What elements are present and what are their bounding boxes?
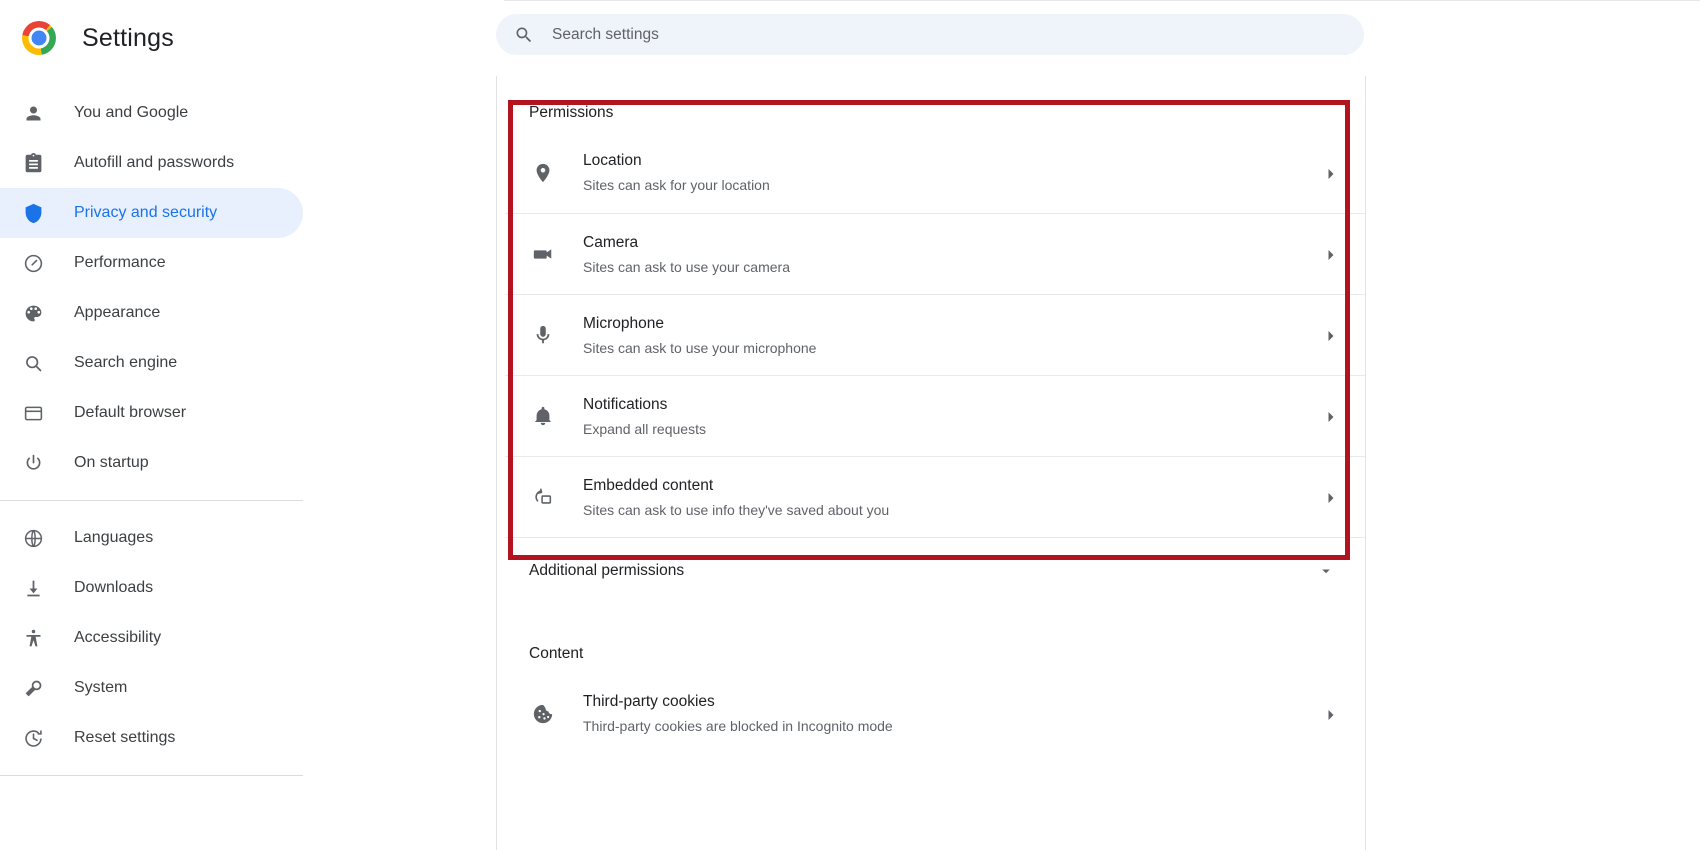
chevron-right-icon[interactable] bbox=[1325, 708, 1337, 720]
panel-edge bbox=[1365, 76, 1366, 850]
sidebar-item-label: System bbox=[74, 679, 128, 696]
chrome-logo-icon bbox=[22, 21, 56, 55]
sidebar-item-label: On startup bbox=[74, 454, 149, 471]
sidebar-item-label: Appearance bbox=[74, 304, 161, 321]
clipboard-icon bbox=[22, 152, 44, 174]
bell-icon bbox=[531, 404, 555, 428]
embedded-content-icon bbox=[531, 485, 555, 509]
row-title: Location bbox=[583, 152, 642, 169]
row-subtitle: Sites can ask for your location bbox=[583, 177, 770, 193]
row-subtitle: Expand all requests bbox=[583, 420, 706, 437]
sidebar-item-label: Downloads bbox=[74, 579, 154, 596]
sidebar-item-search-engine[interactable] bbox=[0, 338, 303, 388]
sidebar-item-autofill-and-passwords[interactable] bbox=[0, 138, 303, 188]
row-subtitle: Sites can ask to use your camera bbox=[583, 258, 790, 275]
person-icon bbox=[22, 102, 44, 124]
permission-row-notifications[interactable] bbox=[505, 375, 1365, 456]
magnifier-icon bbox=[22, 352, 44, 374]
row-texts bbox=[583, 152, 1325, 193]
video-camera-icon bbox=[531, 242, 555, 266]
sidebar-item-label: Default browser bbox=[74, 404, 187, 421]
wrench-icon bbox=[22, 677, 44, 699]
speedometer-icon bbox=[22, 252, 44, 274]
sidebar-item-privacy-and-security[interactable] bbox=[0, 188, 303, 238]
permission-row-embedded-content[interactable] bbox=[505, 456, 1365, 537]
sidebar-item-label: Reset settings bbox=[74, 729, 176, 746]
history-icon bbox=[22, 727, 44, 749]
content-row-third-party-cookies[interactable] bbox=[505, 673, 1365, 754]
row-title: Third-party cookies bbox=[583, 693, 715, 710]
window-body bbox=[0, 76, 1700, 850]
chevron-down-icon[interactable] bbox=[1317, 562, 1335, 580]
row-title: Camera bbox=[583, 233, 639, 251]
additional-permissions-toggle[interactable] bbox=[505, 537, 1365, 603]
sidebar-item-label: Autofill and passwords bbox=[74, 154, 235, 171]
globe-icon bbox=[22, 527, 44, 549]
top-bar bbox=[0, 0, 1700, 76]
sidebar-item-languages[interactable] bbox=[0, 513, 303, 563]
page-title: Settings bbox=[82, 23, 174, 52]
sidebar-item-performance[interactable] bbox=[0, 238, 303, 288]
microphone-icon bbox=[531, 323, 555, 347]
row-subtitle: Sites can ask to use info they've saved about you bbox=[583, 501, 890, 518]
header-divider bbox=[504, 0, 1700, 1]
chevron-right-icon[interactable] bbox=[1325, 167, 1337, 179]
sidebar-item-label: You and Google bbox=[74, 104, 189, 121]
permission-row-location[interactable] bbox=[505, 132, 1365, 213]
sidebar-item-reset-settings[interactable] bbox=[0, 713, 303, 763]
sidebar-item-label: Performance bbox=[74, 254, 166, 271]
sidebar-divider bbox=[0, 500, 303, 501]
sidebar-item-label: Languages bbox=[74, 529, 154, 546]
sidebar bbox=[0, 76, 496, 850]
search-input[interactable] bbox=[550, 25, 1346, 45]
row-title: Embedded content bbox=[583, 476, 714, 494]
location-pin-icon bbox=[531, 161, 555, 185]
row-texts bbox=[583, 477, 1325, 518]
sidebar-item-appearance[interactable] bbox=[0, 288, 303, 338]
power-icon bbox=[22, 452, 44, 474]
sidebar-item-label: Privacy and security bbox=[74, 204, 218, 221]
permission-row-microphone[interactable] bbox=[505, 294, 1365, 375]
browser-window-icon bbox=[22, 402, 44, 424]
sidebar-item-label: Accessibility bbox=[74, 629, 162, 646]
row-texts bbox=[583, 234, 1325, 275]
main-panel bbox=[496, 76, 1700, 850]
chevron-right-icon[interactable] bbox=[1325, 248, 1337, 260]
chevron-right-icon[interactable] bbox=[1325, 329, 1337, 341]
row-title: Microphone bbox=[583, 314, 664, 332]
shield-icon bbox=[22, 202, 44, 224]
chevron-right-icon[interactable] bbox=[1325, 410, 1337, 422]
row-title: Notifications bbox=[583, 395, 668, 413]
sidebar-item-system[interactable] bbox=[0, 663, 303, 713]
download-icon bbox=[22, 577, 44, 599]
row-texts bbox=[583, 693, 1325, 734]
sidebar-item-you-and-google[interactable] bbox=[0, 88, 303, 138]
row-subtitle: Sites can ask to use your microphone bbox=[583, 339, 817, 356]
chevron-right-icon[interactable] bbox=[1325, 491, 1337, 503]
row-texts bbox=[583, 315, 1325, 356]
sidebar-item-label: Search engine bbox=[74, 354, 178, 371]
accessibility-icon bbox=[22, 627, 44, 649]
search-icon bbox=[514, 25, 534, 45]
sidebar-item-on-startup[interactable] bbox=[0, 438, 303, 488]
row-subtitle: Third-party cookies are blocked in Incognito mode bbox=[583, 718, 893, 734]
additional-permissions-label: Additional permissions bbox=[529, 561, 685, 579]
permission-row-camera[interactable] bbox=[505, 213, 1365, 294]
sidebar-divider-bottom bbox=[0, 775, 303, 776]
cookie-icon bbox=[531, 702, 555, 726]
sidebar-item-accessibility[interactable] bbox=[0, 613, 303, 663]
sidebar-item-default-browser[interactable] bbox=[0, 388, 303, 438]
palette-icon bbox=[22, 302, 44, 324]
row-texts bbox=[583, 396, 1325, 437]
permissions-section-label: Permissions bbox=[529, 104, 614, 121]
content-section-label: Content bbox=[529, 645, 584, 662]
search-box[interactable] bbox=[496, 14, 1364, 55]
settings-card bbox=[505, 76, 1365, 754]
sidebar-item-downloads[interactable] bbox=[0, 563, 303, 613]
